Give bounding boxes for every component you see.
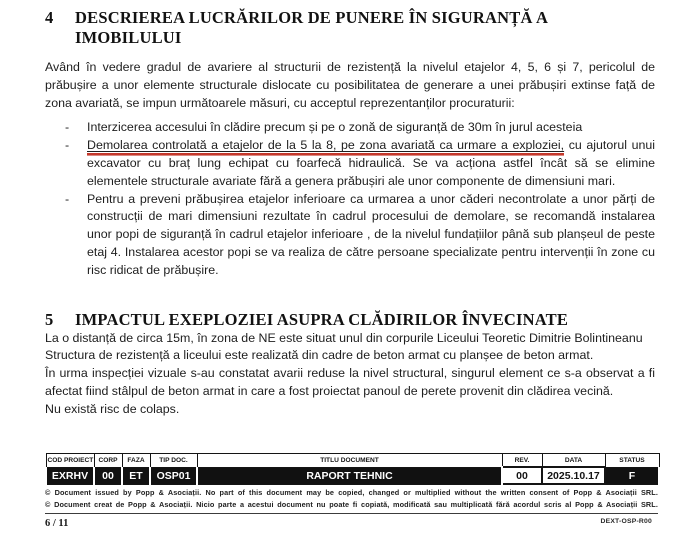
list-item: [59, 191, 655, 280]
value-faza: ET: [122, 467, 150, 484]
measure-1-text: Interzicerea accesului în clădire precum și pe o zonă de siguranță de 30m în jurul acesteia: [87, 120, 583, 135]
paragraph-structure: Structura de rezistență a liceului este realizată din cadre de beton armat cu planșee de beton armat.: [45, 348, 594, 363]
document-footer: [45, 453, 658, 529]
copyright-line-ro: © Document creat de Popp & Asociații. Nicio parte a acestui document nu poate fi copiată, modificată sau multiplicată fără acordul scris al Popp & Asociații SRL.: [45, 499, 658, 509]
page-footer-row: [45, 518, 658, 529]
footer-divider: [45, 513, 658, 514]
header-rev: REV.: [502, 454, 542, 468]
header-data: DATA: [542, 454, 605, 468]
paragraph-distance: La o distanță de circa 15m, în zona de NE este situat unul din corpurile Liceului Teoretic Dimitrie Bolintineanu: [45, 330, 643, 345]
value-tip-doc: OSP01: [150, 467, 197, 484]
list-item: [59, 137, 655, 190]
value-data: 2025.10.17: [542, 467, 605, 484]
header-corp: CORP: [94, 454, 122, 468]
measures-list: [59, 119, 655, 279]
table-value-row: [46, 467, 659, 484]
section-4-number: 4: [45, 8, 54, 27]
header-status: STATUS: [605, 454, 659, 468]
red-underline-annotation: Demolarea controlată a etajelor de la 5 la 8, pe zona avariată ca urmare a exploziei,: [87, 138, 564, 156]
list-item: [59, 119, 655, 137]
header-cod-proiect: COD PROIECT: [46, 454, 94, 468]
value-cod-proiect: EXRHV: [46, 467, 94, 484]
copyright-line-en: © Document issued by Popp & Asociații. No part of this document may be copied, changed or multiplied without the written consent of Popp & Asociații SRL.: [45, 487, 658, 497]
section-4-title: DESCRIEREA LUCRĂRILOR DE PUNERE ÎN SIGURANȚĂ A IMOBILULUI: [75, 8, 548, 47]
measure-2-rest-text: cu ajutorul unui excavator cu braț lung echipat cu foarfecă hidraulică. Se va acționa astfel încât să se elimine elementele structurale avariate fără a genera prăbușiri ale unor componente de dimensiuni mari.: [87, 138, 656, 188]
document-code: DEXT-OSP-R00: [600, 518, 652, 526]
title-block-table: [45, 453, 660, 485]
header-titlu-document: TITLU DOCUMENT: [197, 454, 502, 468]
section-5-number: 5: [45, 309, 54, 329]
header-tip-doc: TIP DOC.: [150, 454, 197, 468]
section-4-heading: [45, 8, 655, 48]
value-rev: 00: [502, 467, 542, 484]
section-4: [45, 8, 655, 280]
section-5: [45, 310, 655, 419]
page-number: 6 / 11: [45, 518, 69, 530]
section-5-heading: [45, 310, 655, 330]
measure-3-text: Pentru a preveni prăbușirea etajelor inferioare ca urmarea a unor căderi necontrolate a unor părți de construcții de mari dimensiuni rezultate în cadrul procesului de demolare, se recomandă instalarea unor popi de siguranță în cadrul etajelor inferioare , de la nivelul fundațiilor până sub planșeul de peste etaj 4. Instalarea acestor popi se va realiza de către persoane specializate pentru intervenții în zone cu risc ridicat de prăbușire.: [87, 191, 655, 277]
value-status: F: [605, 467, 659, 484]
section-4-intro-paragraph: Având în vedere gradul de avariere al structurii de rezistență la nivelul etajelor 4, 5, 6 și 7, pericolul de prăbușire a unor elemente structurale dislocate cu posibilitatea de generare a unei prăbușiri extinse față de zona avariată, se impun următoarele măsuri, cu acceptul reprezentanților procuraturii:: [45, 60, 655, 110]
section-5-title: IMPACTUL EXEPLOZIEI ASUPRA CLĂDIRILOR ÎNVECINATE: [75, 309, 569, 329]
value-corp: 00: [94, 467, 122, 484]
header-faza: FAZA: [122, 454, 150, 468]
paragraph-no-collapse: Nu există risc de colaps.: [45, 401, 180, 416]
table-header-row: [46, 454, 659, 468]
value-titlu-document: RAPORT TEHNIC: [197, 467, 502, 484]
paragraph-inspection: În urma inspecției vizuale s-au constatat avarii reduse la nivel structural, singurul element ce s-a observat a fi afectat fiind stâlpul de beton armat in care a fost proiectat panoul de perete provenit din clădirea vecină.: [45, 366, 655, 398]
